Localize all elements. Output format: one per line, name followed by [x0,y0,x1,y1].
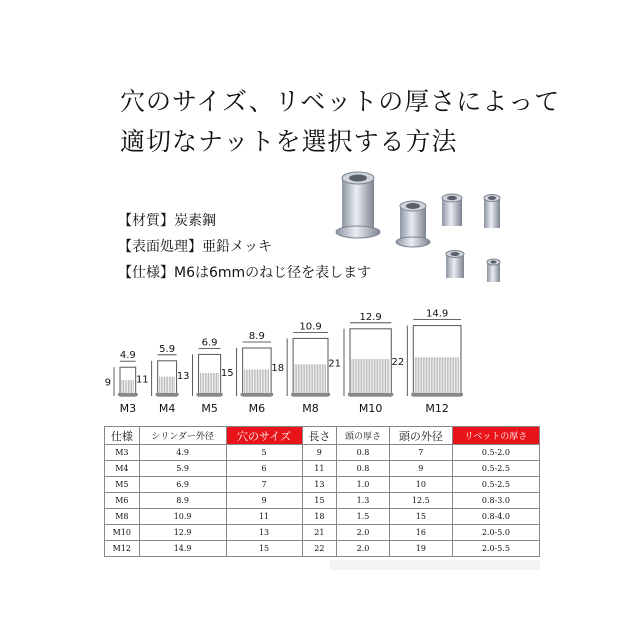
length-label: 11 [135,374,149,386]
rivet-nut-small-3 [446,251,464,279]
nut-outline [350,329,391,396]
rivet-nut-medium [396,201,430,247]
table-cell: 13 [302,477,337,493]
table-cell: 2.0 [337,541,390,557]
size-diagram [100,286,540,421]
table-cell: 14.9 [139,541,226,557]
table-cell: 1.0 [337,477,390,493]
width-label: 10.9 [299,321,322,333]
table-cell: 9 [302,445,337,461]
diagram-item-m3 [105,350,138,415]
table-cell: 19 [389,541,452,557]
table-cell: 10 [389,477,452,493]
nut-flange [291,393,330,396]
length-label: 15 [220,368,234,379]
rivet-nut-small-2 [484,195,500,229]
table-cell: 0.8 [337,461,390,477]
table-cell: 11 [302,461,337,477]
width-label: 14.9 [425,308,449,320]
material-text: 【材質】炭素鋼 [118,213,216,229]
table-cell: 21 [302,525,337,541]
table-row [105,493,540,509]
table-cell: 5.9 [139,461,226,477]
table-cell: 8.9 [139,493,226,509]
diagram-item-m4 [136,344,179,415]
diagram-item-m12 [392,309,463,415]
table-cell: M4 [105,461,140,477]
page-title-line1: 穴のサイズ、リベットの厚さによって [120,87,561,116]
table-row [105,445,540,461]
table-cell: 0.5-2.5 [452,477,539,493]
table-cell: M3 [105,445,140,461]
header-spec: 仕様 [105,427,140,445]
size-label: M6 [248,402,266,415]
table-row [105,525,540,541]
table-cell: M6 [105,493,140,509]
spec-table [104,426,540,557]
table-cell: 7 [226,477,302,493]
nut-flange [156,393,179,396]
page-title-line2: 適切なナットを選択する方法 [120,127,458,156]
width-label: 12.9 [359,311,382,323]
table-header-row [105,427,540,445]
table-cell: 16 [389,525,452,541]
diagram-item-m8 [271,321,330,415]
table-cell: 12.9 [139,525,226,541]
width-label: 8.9 [248,331,265,342]
table-cell: 0.8 [337,445,390,461]
table-cell: 0.5-2.0 [452,445,539,461]
header-head-diameter: 頭の外径 [389,427,452,445]
spec-text: 【仕様】M6は6mmのねじ径を表します [118,265,372,281]
size-label: M4 [158,402,176,415]
table-cell: 12.5 [389,493,452,509]
table-cell: 2.0-5.5 [452,541,539,557]
table-cell: M10 [105,525,140,541]
width-label: 6.9 [201,337,218,349]
finish-text: 【表面処理】亜鉛メッキ [118,239,272,255]
table-shadow [330,560,540,570]
table-cell: 2.0 [337,525,390,541]
rivet-nut-large [336,172,380,238]
table-cell: 9 [226,493,302,509]
rivet-nut-small-4 [487,259,500,282]
size-label: M10 [358,402,383,415]
header-hole-size: 穴のサイズ [226,427,302,445]
table-cell: 4.9 [139,445,226,461]
diagram-item-m6 [221,331,273,415]
width-label: 4.9 [119,350,136,362]
nut-flange [348,393,393,396]
table-cell: 0.5-2.5 [452,461,539,477]
table-cell: 18 [302,509,337,525]
table-cell: 5 [226,445,302,461]
table-cell: 1.3 [337,493,390,509]
size-label: M3 [119,402,137,415]
nut-flange [118,393,138,396]
table-row [105,461,540,477]
table-row [105,541,540,557]
table-cell: 15 [302,493,337,509]
table-cell: 22 [302,541,337,557]
table-cell: 9 [389,461,452,477]
table-cell: 10.9 [139,509,226,525]
header-head-thickness: 頭の厚さ [337,427,390,445]
size-label: M5 [201,402,218,415]
header-rivet-thickness: リベットの厚さ [452,427,539,445]
table-row [105,509,540,525]
nut-flange [411,393,463,396]
nut-flange [197,393,223,396]
header-length: 長さ [302,427,337,445]
nut-flange [241,393,273,396]
length-label: 18 [271,363,285,375]
diagram-item-m10 [328,312,393,415]
size-label: M12 [425,402,449,415]
table-cell: 11 [226,509,302,525]
rivet-nut-photo [330,168,530,288]
length-label: 9 [104,377,111,389]
table-cell: 1.5 [337,509,390,525]
table-cell: 7 [389,445,452,461]
table-cell: 15 [389,509,452,525]
table-cell: M8 [105,509,140,525]
header-cylinder-diameter: シリンダー外径 [139,427,226,445]
table-cell: 6 [226,461,302,477]
table-cell: M5 [105,477,140,493]
length-label: 22 [391,356,405,368]
table-cell: 0.8-3.0 [452,493,539,509]
rivet-nut-small-1 [442,194,462,226]
table-cell: 6.9 [139,477,226,493]
table-cell: 15 [226,541,302,557]
size-label: M8 [302,402,319,415]
length-label: 13 [176,371,190,383]
width-label: 5.9 [159,343,176,355]
length-label: 21 [328,358,341,370]
table-cell: 0.8-4.0 [452,509,539,525]
table-cell: M12 [105,541,140,557]
table-cell: 2.0-5.0 [452,525,539,541]
table-cell: 13 [226,525,302,541]
table-row [105,477,540,493]
diagram-item-m5 [177,337,223,415]
